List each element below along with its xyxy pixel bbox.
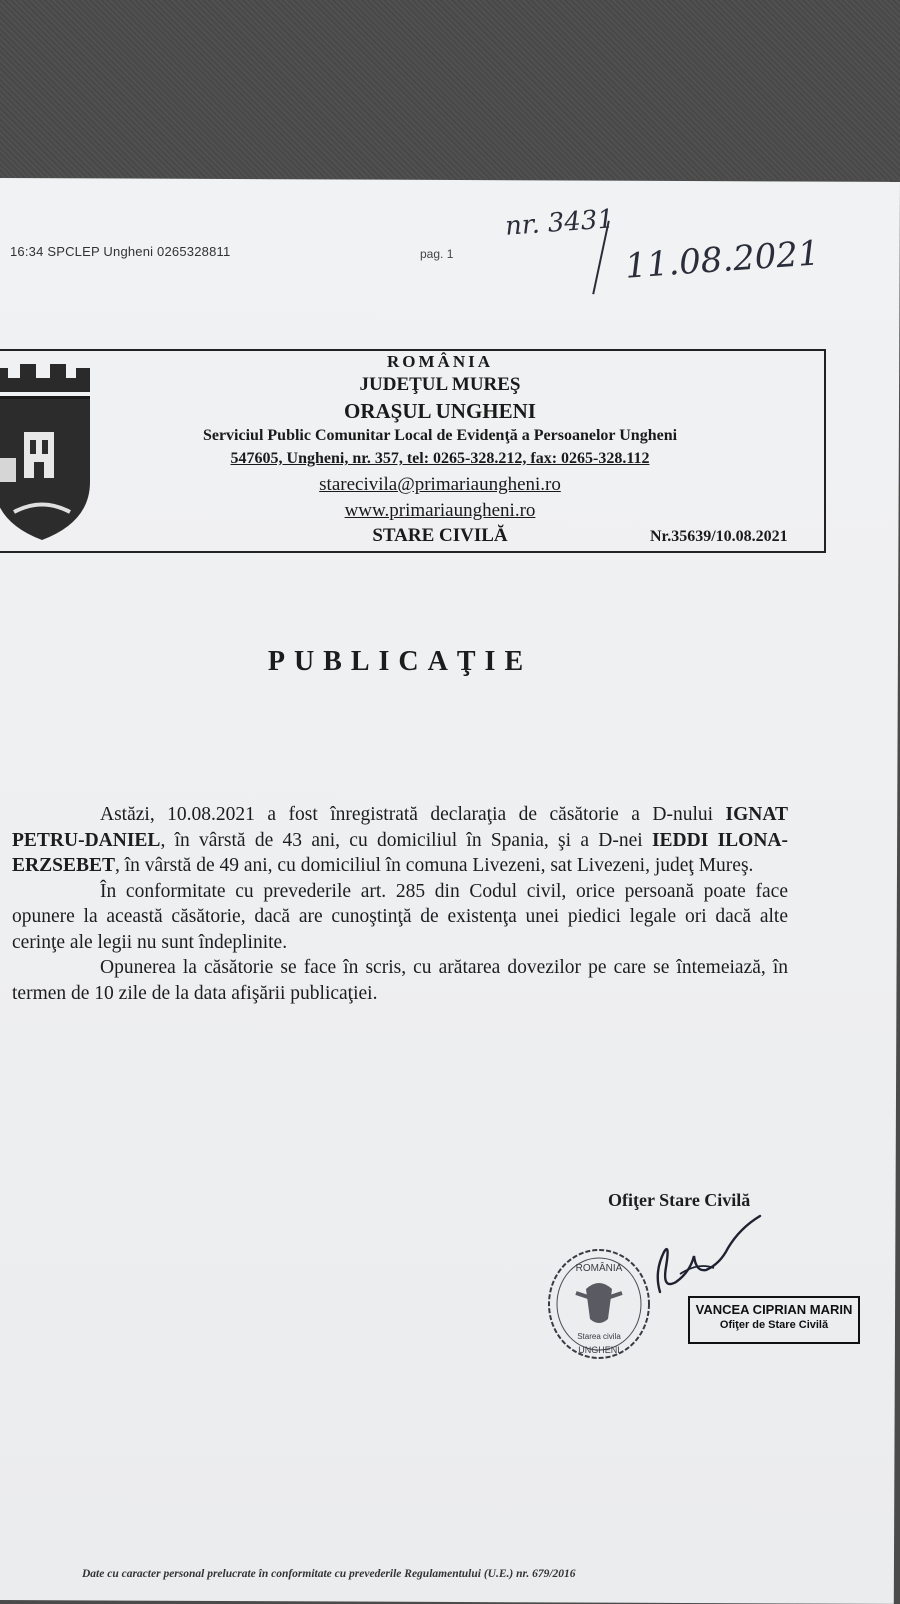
letterhead-email-link[interactable]: starecivila@primariaungheni.ro (319, 474, 561, 495)
document-title: PUBLICAŢIE (267, 646, 533, 677)
stamp-center-text: Starea civila (577, 1332, 621, 1341)
official-name-stamp (688, 1296, 860, 1344)
letterhead-country: ROMÂNIA (387, 352, 493, 371)
declaration-text-b: , în vârstă de 43 ani, cu domiciliul în Spania, şi a D-nei (160, 829, 652, 851)
letterhead-service: Serviciul Public Comunitar Local de Evidenţă a Persoanelor Ungheni (202, 427, 678, 444)
paragraph-opposition-right: În conformitate cu prevederile art. 285 din Codul civil, orice persoană poate face opunere la această căsătorie, dacă are cunoştinţă de existenţa unei piedici legale ori dacă alte cerinţe ale legii nu sunt îndeplinite. (12, 880, 788, 953)
handwritten-date: 11.08.2021 (623, 233, 821, 287)
official-name: VANCEA CIPRIAN MARIN (695, 1302, 853, 1317)
signatory-title: Ofiţer Stare Civilă (608, 1190, 751, 1210)
stamp-bottom-text: UNGHENI (578, 1345, 620, 1355)
document-reference-number: Nr.35639/10.08.2021 (650, 528, 788, 545)
official-stamp-icon (546, 1247, 652, 1361)
letterhead-department: STARE CIVILĂ (372, 525, 508, 546)
handwritten-signature-icon (650, 1212, 770, 1302)
letterhead-county: JUDEŢUL MUREŞ (359, 374, 521, 395)
declaration-text-a: Astăzi, 10.08.2021 a fost înregistrată declaraţia de căsătorie a D-nului (100, 804, 726, 825)
letterhead-town: ORAŞUL UNGHENI (344, 399, 536, 423)
document-body (12, 802, 788, 1006)
paragraph-declaration (12, 802, 788, 879)
fax-page-number: pag. 1 (420, 247, 454, 261)
town-crest-icon (0, 362, 92, 544)
letterhead-website-link[interactable]: www.primariaungheni.ro (344, 500, 536, 521)
paragraph-opposition-procedure: Opunerea la căsătorie se face în scris, cu arătarea dovezilor pe care se întemeiază, în termen de 10 zile de la data afişării publicaţiei. (12, 957, 788, 1004)
declaration-text-c: , în vârstă de 49 ani, cu domiciliul în comuna Livezeni, sat Livezeni, judeţ Mureş. (114, 855, 754, 876)
handwritten-registration-number: nr. 3431 (504, 204, 615, 242)
groom-name: IGNAT PETRU-DANIEL (12, 804, 788, 851)
stamp-top-text: ROMÂNIA (575, 1263, 623, 1274)
bride-name: IEDDI ILONA-ERZSEBET (12, 829, 788, 876)
gdpr-footer-note: Date cu caracter personal prelucrate în conformitate cu prevederile Regulamentului (U.E.) nr. 679/2016 (82, 1568, 576, 1580)
official-role: Ofiţer de Stare Civilă (719, 1319, 829, 1331)
letterhead-address: 547605, Ungheni, nr. 357, tel: 0265-328.212, fax: 0265-328.112 (230, 450, 650, 467)
desk-background (0, 0, 900, 180)
fax-header: 16:34 SPCLEP Ungheni 0265328811 (10, 244, 231, 259)
